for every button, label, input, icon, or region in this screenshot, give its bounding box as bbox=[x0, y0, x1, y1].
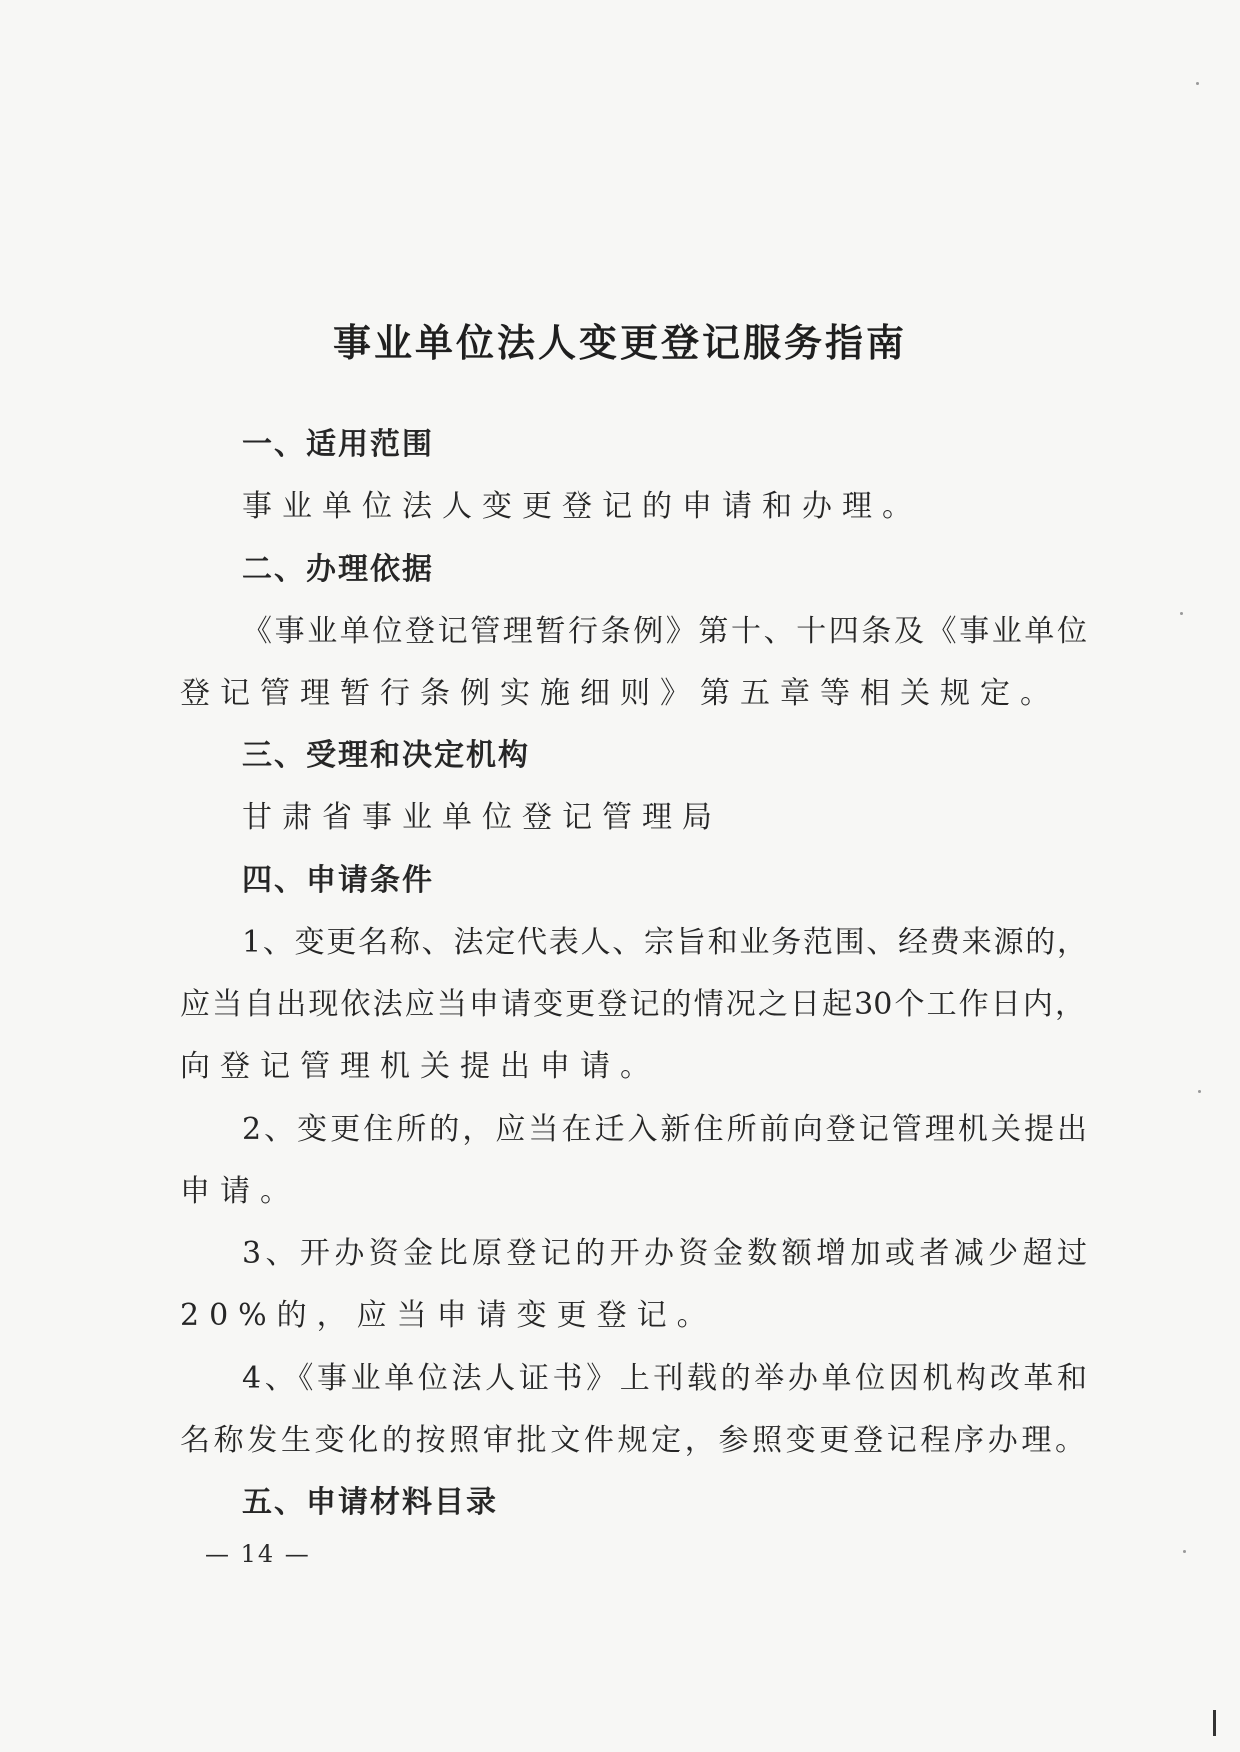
scan-speck bbox=[1183, 1550, 1186, 1553]
section-heading-conditions: 四、申请条件 bbox=[242, 863, 434, 898]
scan-edge-mark bbox=[1213, 1710, 1216, 1736]
section-heading-materials: 五、申请材料目录 bbox=[242, 1485, 498, 1520]
paragraph-line: 登记管理暂行条例实施细则》第五章等相关规定。 bbox=[180, 676, 1060, 711]
paragraph-line: 3、开办资金比原登记的开办资金数额增加或者减少超过 bbox=[242, 1236, 1087, 1271]
paragraph-line: 2、变更住所的，应当在迁入新住所前向登记管理机关提出 bbox=[242, 1112, 1087, 1147]
page-number: — 14 — bbox=[205, 1540, 311, 1568]
scan-speck bbox=[1198, 1090, 1201, 1093]
section-heading-basis: 二、办理依据 bbox=[242, 552, 434, 587]
paragraph-line: 事业单位法人变更登记的申请和办理。 bbox=[242, 489, 922, 524]
paragraph-line: 1、变更名称、法定代表人、宗旨和业务范围、经费来源的， bbox=[242, 925, 1087, 960]
scan-speck bbox=[1196, 82, 1199, 85]
section-heading-authority: 三、受理和决定机构 bbox=[242, 738, 530, 773]
paragraph-line: 4、《事业单位法人证书》上刊载的举办单位因机构改革和 bbox=[242, 1361, 1087, 1396]
paragraph-line: 《事业单位登记管理暂行条例》第十、十四条及《事业单位 bbox=[242, 614, 1087, 649]
paragraph-line: 甘肃省事业单位登记管理局 bbox=[242, 800, 722, 835]
scan-speck bbox=[1180, 612, 1183, 615]
paragraph-line: 向登记管理机关提出申请。 bbox=[180, 1049, 660, 1084]
paragraph-line: 20%的，应当申请变更登记。 bbox=[180, 1298, 717, 1333]
document-title: 事业单位法人变更登记服务指南 bbox=[332, 320, 907, 365]
paragraph-line: 名称发生变化的按照审批文件规定，参照变更登记程序办理。 bbox=[180, 1423, 1085, 1458]
paragraph-line: 应当自出现依法应当申请变更登记的情况之日起30个工作日内， bbox=[180, 987, 1085, 1022]
paragraph-line: 申请。 bbox=[180, 1174, 300, 1209]
section-heading-scope: 一、适用范围 bbox=[242, 427, 434, 462]
